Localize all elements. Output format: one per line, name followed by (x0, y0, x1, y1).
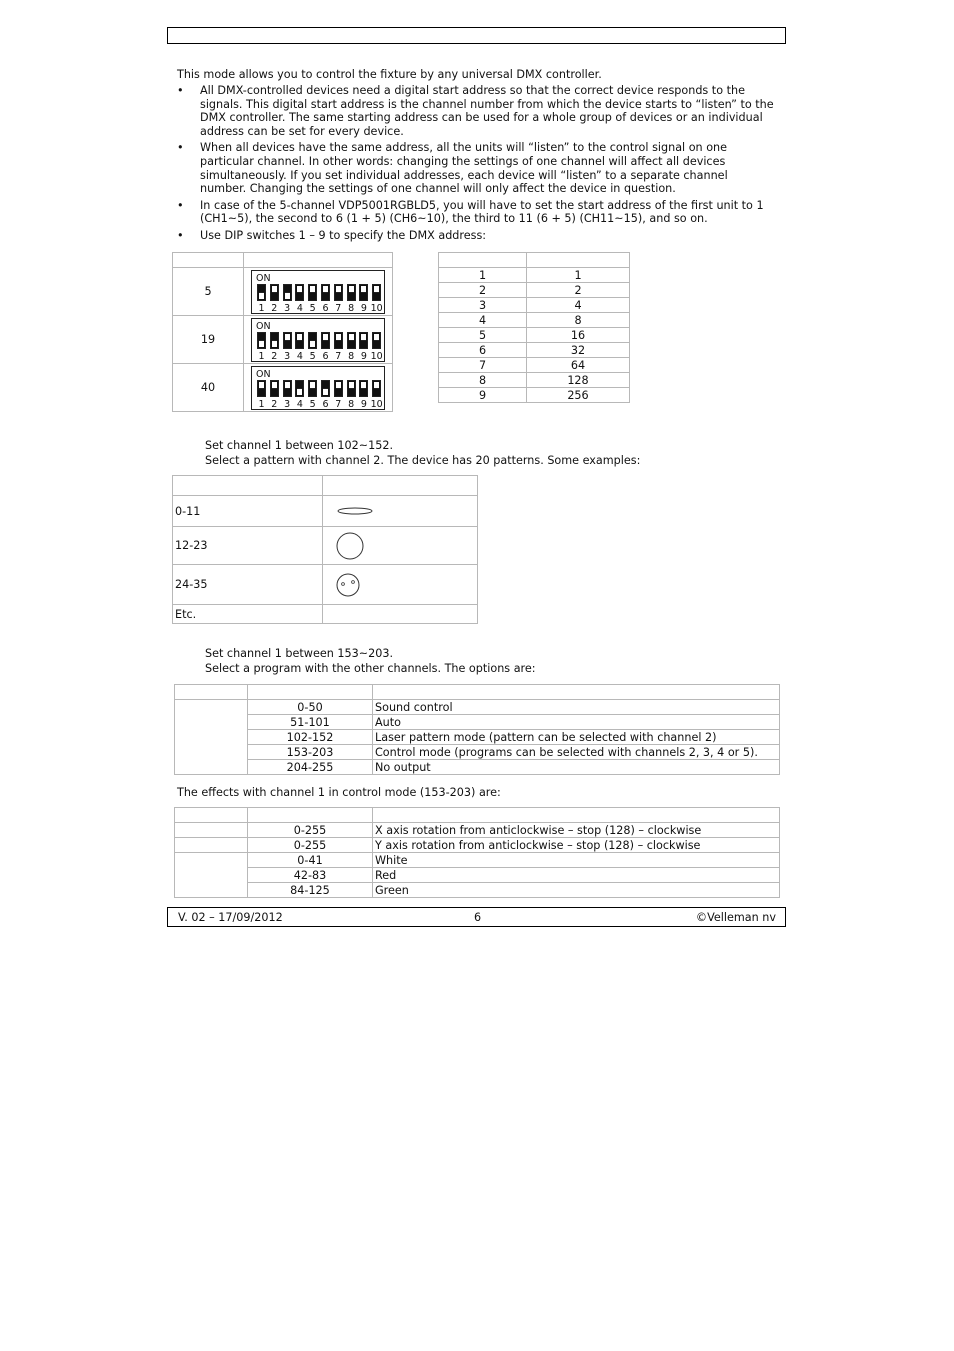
switch-value: 16 (527, 328, 630, 343)
switch-value: 2 (527, 283, 630, 298)
dip-switch-number: 10 (370, 302, 383, 314)
footer-version: V. 02 – 17/09/2012 (178, 911, 283, 924)
bullet-item: • Use DIP switches 1 – 9 to specify the DMX address: (177, 229, 777, 243)
dip-switch-9 (359, 284, 368, 301)
description-cell: X axis rotation from anticlockwise – stop (128) – clockwise (373, 823, 780, 838)
dip-cell (244, 364, 393, 412)
switch-number: 5 (439, 328, 527, 343)
laser-instruction-2: Select a pattern with channel 2. The device has 20 patterns. Some examples: (205, 454, 641, 467)
dip-switch-5 (308, 332, 317, 349)
range-cell: 204-255 (248, 760, 373, 775)
dip-switch-number: 2 (271, 350, 278, 362)
bullet-item: • When all devices have the same address, all the units will “listen” to the control signal on one particular channel. In other words: changing the settings of one channel will affect all devices simultaneously. If you set individual addresses, each device will “listen” to a separate channel number. Changing the settings of one channel will only affect the device in question. (177, 141, 777, 195)
dip-switch-number: 7 (335, 302, 342, 314)
dip-switch-10 (372, 332, 381, 349)
dip-switch-10 (372, 380, 381, 397)
circle-icon (333, 530, 393, 562)
effects-table (174, 807, 780, 898)
range-cell: 0-255 (248, 823, 373, 838)
dip-switch-5 (308, 284, 317, 301)
dip-switch-6 (321, 380, 330, 397)
header-cell (173, 253, 244, 268)
dip-switch-number: 7 (335, 398, 342, 410)
dip-switch-number: 5 (309, 302, 316, 314)
switch-value: 128 (527, 373, 630, 388)
switch-value-row (439, 298, 630, 313)
dip-switch-4 (295, 284, 304, 301)
header-cell (175, 685, 248, 700)
range-cell: 42-83 (248, 868, 373, 883)
dip-switch-number: 7 (335, 350, 342, 362)
pattern-range: 0-11 (173, 496, 323, 527)
switch-value-row (439, 373, 630, 388)
dip-switch-4 (295, 332, 304, 349)
dip-switch-9 (359, 380, 368, 397)
pattern-range: 12-23 (173, 527, 323, 565)
dip-switch-2 (270, 380, 279, 397)
dip-switch-number: 5 (309, 398, 316, 410)
pattern-cell (323, 605, 478, 624)
dip-switch-number: 1 (258, 350, 265, 362)
header-cell (439, 253, 527, 268)
dip-switch-number: 8 (348, 350, 355, 362)
header-cell (248, 685, 373, 700)
dip-switch-number: 9 (360, 398, 367, 410)
switch-value-row (439, 313, 630, 328)
dip-switch-1 (257, 284, 266, 301)
switch-value-rows (439, 268, 630, 403)
dmx-bullet-list (177, 84, 777, 246)
dip-on-label: ON (256, 320, 271, 332)
dip-switch-4 (295, 380, 304, 397)
dip-switch-diagram (251, 318, 385, 362)
dip-switch-1 (257, 332, 266, 349)
header-cell (323, 476, 478, 496)
dip-switch-6 (321, 284, 330, 301)
flat-ellipse-icon (333, 504, 393, 518)
header-cell (248, 808, 373, 823)
switch-value-row (439, 328, 630, 343)
header-cell (173, 476, 323, 496)
switch-number: 2 (439, 283, 527, 298)
dip-switch-number: 10 (370, 398, 383, 410)
dip-switch-2 (270, 332, 279, 349)
switch-number: 3 (439, 298, 527, 313)
dip-switch-number: 8 (348, 398, 355, 410)
dip-switch-9 (359, 332, 368, 349)
channel-cell (175, 700, 248, 775)
header-cell (244, 253, 393, 268)
switch-value: 1 (527, 268, 630, 283)
switch-value: 64 (527, 358, 630, 373)
dip-switch-3 (283, 380, 292, 397)
switch-value: 32 (527, 343, 630, 358)
dip-switch-diagram (251, 270, 385, 314)
switch-value-table (438, 252, 630, 403)
pattern-range: 24-35 (173, 565, 323, 605)
bullet-item: • All DMX-controlled devices need a digital start address so that the correct device responds to the signals. This digital start address is the channel number from which the device starts to “listen” to the DMX controller. The same starting address can be used for a whole group of devices or an individual address can be set for every device. (177, 84, 777, 138)
address-value: 19 (173, 316, 244, 364)
dip-switch-7 (334, 284, 343, 301)
header-cell (175, 808, 248, 823)
range-cell: 0-41 (248, 853, 373, 868)
switch-value-row (439, 283, 630, 298)
dip-cell (244, 268, 393, 316)
dip-switch-8 (347, 332, 356, 349)
dip-switch-number: 1 (258, 302, 265, 314)
dip-on-label: ON (256, 272, 271, 284)
intro-text: This mode allows you to control the fixture by any universal DMX controller. (177, 68, 602, 81)
dip-cell (244, 316, 393, 364)
dip-switch-number: 2 (271, 398, 278, 410)
header-cell (373, 808, 780, 823)
switch-number: 7 (439, 358, 527, 373)
channel-cell (175, 823, 248, 838)
pattern-cell (323, 496, 478, 527)
switch-number: 8 (439, 373, 527, 388)
switch-value: 8 (527, 313, 630, 328)
laser-instruction-1: Set channel 1 between 102~152. (205, 439, 393, 452)
dip-switch-8 (347, 380, 356, 397)
pattern-table (172, 475, 478, 624)
header-box (167, 27, 786, 44)
range-cell: 51-101 (248, 715, 373, 730)
address-value: 5 (173, 268, 244, 316)
description-cell: Green (373, 883, 780, 898)
address-example-table (172, 252, 393, 412)
header-cell (373, 685, 780, 700)
range-cell: 84-125 (248, 883, 373, 898)
description-cell: No output (373, 760, 780, 775)
dip-switch-number: 10 (370, 350, 383, 362)
dip-switch-6 (321, 332, 330, 349)
description-cell: Laser pattern mode (pattern can be selected with channel 2) (373, 730, 780, 745)
dip-switch-3 (283, 332, 292, 349)
pattern-cell (323, 565, 478, 605)
dip-switch-number: 2 (271, 302, 278, 314)
dip-switch-10 (372, 284, 381, 301)
switch-number: 6 (439, 343, 527, 358)
range-cell: 102-152 (248, 730, 373, 745)
dip-switch-number: 1 (258, 398, 265, 410)
switch-number: 9 (439, 388, 527, 403)
switch-value-row (439, 268, 630, 283)
dip-switch-number: 9 (360, 302, 367, 314)
dip-switch-7 (334, 380, 343, 397)
circle-dots-icon (333, 569, 393, 601)
channel-cell (175, 853, 248, 898)
bullet-item: • In case of the 5-channel VDP5001RGBLD5, you will have to set the start address of the first unit to 1 (CH1~5), the second to 6 (1 + 5) (CH6~10), the third to 11 (6 + 5) (CH11~15), and so on. (177, 199, 777, 226)
dip-switch-number: 4 (296, 350, 303, 362)
dip-switch-number: 6 (322, 398, 329, 410)
description-cell: White (373, 853, 780, 868)
pattern-cell (323, 527, 478, 565)
address-value: 40 (173, 364, 244, 412)
switch-value: 256 (527, 388, 630, 403)
switch-value-row (439, 358, 630, 373)
header-cell (527, 253, 630, 268)
dip-switch-number: 6 (322, 302, 329, 314)
switch-value-row (439, 388, 630, 403)
dip-switch-2 (270, 284, 279, 301)
switch-number: 1 (439, 268, 527, 283)
pattern-range: Etc. (173, 605, 323, 624)
switch-number: 4 (439, 313, 527, 328)
description-cell: Sound control (373, 700, 780, 715)
switch-value-row (439, 343, 630, 358)
footer-brand: ©Velleman nv (695, 911, 776, 924)
dip-switch-diagram (251, 366, 385, 410)
channel-cell (175, 838, 248, 853)
description-cell: Auto (373, 715, 780, 730)
dip-switch-number: 3 (284, 398, 291, 410)
control-instruction-2: Select a program with the other channels. The options are: (205, 662, 536, 675)
dip-switch-5 (308, 380, 317, 397)
switch-value: 4 (527, 298, 630, 313)
dip-switch-number: 5 (309, 350, 316, 362)
dip-switch-8 (347, 284, 356, 301)
description-cell: Red (373, 868, 780, 883)
dip-switch-1 (257, 380, 266, 397)
dip-switch-number: 9 (360, 350, 367, 362)
dip-switch-3 (283, 284, 292, 301)
footer-page-number: 6 (474, 911, 482, 924)
dip-switch-number: 8 (348, 302, 355, 314)
range-cell: 153-203 (248, 745, 373, 760)
description-cell: Control mode (programs can be selected with channels 2, 3, 4 or 5). (373, 745, 780, 760)
effects-intro: The effects with channel 1 in control mode (153-203) are: (177, 786, 501, 799)
dip-on-label: ON (256, 368, 271, 380)
description-cell: Y axis rotation from anticlockwise – stop (128) – clockwise (373, 838, 780, 853)
dip-switch-number: 6 (322, 350, 329, 362)
range-cell: 0-255 (248, 838, 373, 853)
dip-switch-number: 4 (296, 302, 303, 314)
dip-switch-number: 3 (284, 350, 291, 362)
program-table (174, 684, 780, 775)
dip-switch-7 (334, 332, 343, 349)
dip-switch-number: 3 (284, 302, 291, 314)
control-instruction-1: Set channel 1 between 153~203. (205, 647, 393, 660)
dip-switch-number: 4 (296, 398, 303, 410)
range-cell: 0-50 (248, 700, 373, 715)
footer-box (167, 907, 786, 927)
